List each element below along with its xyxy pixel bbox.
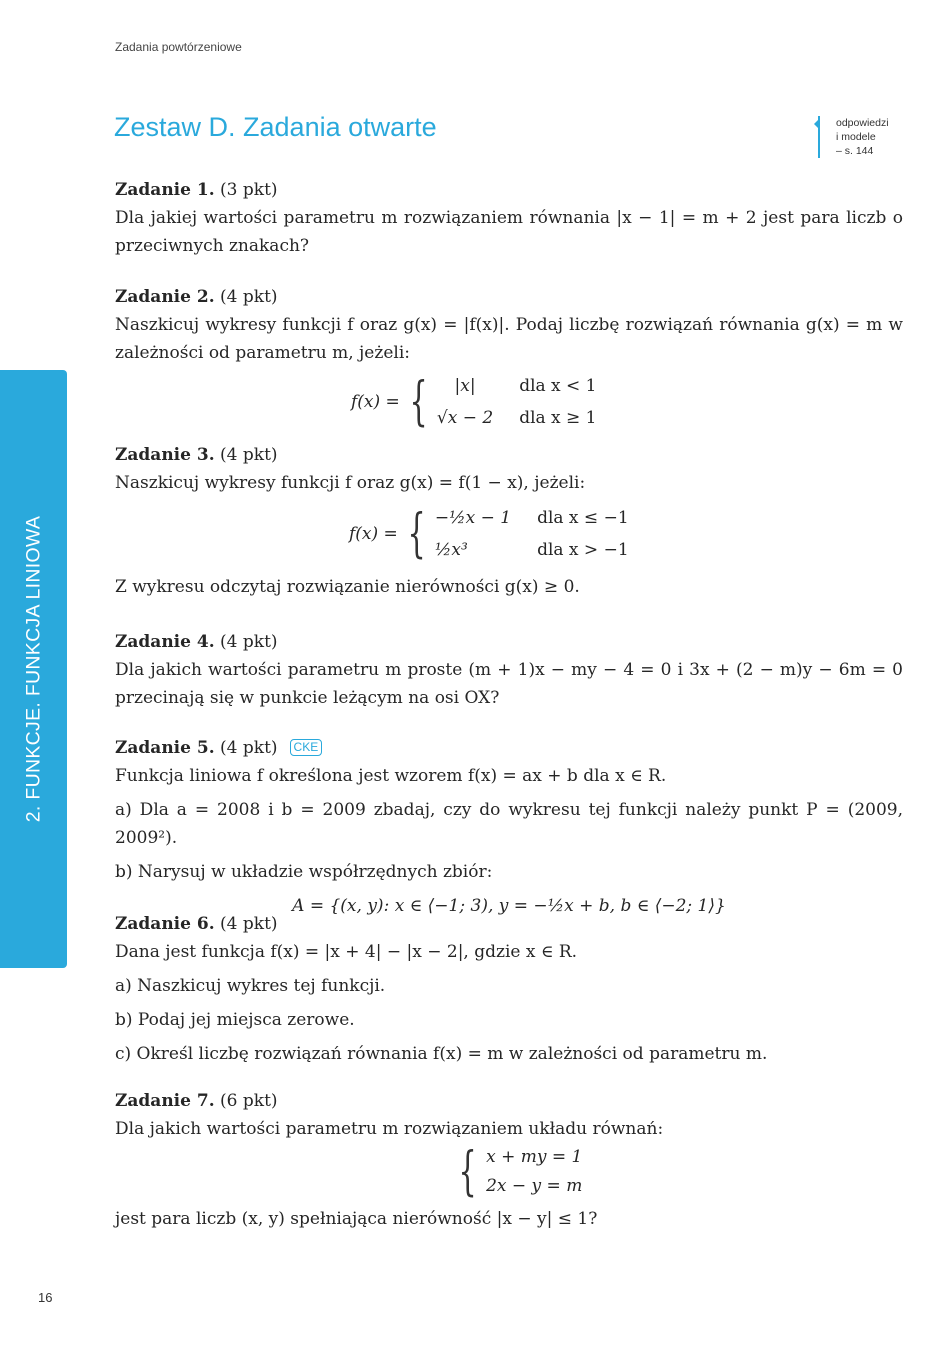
cke-badge: CKE	[290, 739, 323, 756]
piecewise-definition	[351, 371, 903, 433]
system-equation-1: x + my = 1	[486, 1147, 583, 1167]
chapter-tab-label: 2. FUNKCJE. FUNKCJA LINIOWA	[22, 515, 44, 823]
task-text: Naszkicuj wykresy funkcji f oraz g(x) = |f(x)|. Podaj liczbę rozwiązań równania g(x) = m w zależności od parametru m, jeżeli:	[115, 315, 903, 363]
task-4	[115, 628, 903, 712]
task-text: Dana jest funkcja f(x) = |x + 4| − |x − 2|, gdzie x ∈ R.	[115, 942, 578, 962]
task-7	[115, 1087, 903, 1233]
arrow-left-icon	[814, 119, 819, 129]
task-points: (4 pkt)	[220, 287, 278, 307]
subtask-b: b) Podaj jej miejsca zerowe.	[115, 1010, 355, 1030]
function-label: f(x) =	[349, 524, 398, 544]
task-points: (6 pkt)	[220, 1091, 278, 1111]
left-brace-icon: {	[409, 372, 428, 432]
case-cond: dla x > −1	[537, 540, 629, 560]
reference-line-3: – s. 144	[836, 145, 874, 157]
chapter-tab	[0, 370, 67, 968]
page-title: Zestaw D. Zadania otwarte	[114, 112, 437, 142]
task-text: Naszkicuj wykresy funkcji f oraz g(x) = f(1 − x), jeżeli:	[115, 473, 586, 493]
task-text: Dla jakich wartości parametru m proste (m + 1)x − my − 4 = 0 i 3x + (2 − m)y − 6m = 0 przecinają się w punkcie leżącym na osi OX?	[115, 660, 903, 708]
subtask-b: b) Narysuj w układzie współrzędnych zbiór:	[115, 862, 493, 882]
set-definition: A = {(x, y): x ∈ ⟨−1; 3), y = −½x + b, b ∈ ⟨−2; 1⟩}	[292, 896, 726, 916]
subtask-a: a) Naszkicuj wykres tej funkcji.	[115, 976, 386, 996]
task-6	[115, 910, 903, 1068]
equation-system	[449, 1143, 903, 1201]
reference-line-1: odpowiedzi	[836, 117, 889, 129]
task-label: Zadanie 2.	[115, 287, 215, 307]
task-2	[115, 283, 903, 433]
case-expr: ½x³	[434, 540, 468, 560]
page-number: 16	[38, 1290, 53, 1305]
function-label: f(x) =	[351, 392, 400, 412]
task-5	[115, 734, 903, 926]
subtask-c: c) Określ liczbę rozwiązań równania f(x) = m w zależności od parametru m.	[115, 1044, 768, 1064]
task-label: Zadanie 7.	[115, 1091, 215, 1111]
task-points: (4 pkt)	[220, 738, 278, 758]
task-followup: jest para liczb (x, y) spełniająca nierówność |x − y| ≤ 1?	[115, 1209, 598, 1229]
task-points: (4 pkt)	[220, 632, 278, 652]
subtask-a: a) Dla a = 2008 i b = 2009 zbadaj, czy do wykresu tej funkcji należy punkt P = (2009, 2009²).	[115, 800, 903, 848]
case-expr: |x|	[454, 376, 476, 396]
task-label: Zadanie 5.	[115, 738, 215, 758]
task-label: Zadanie 4.	[115, 632, 215, 652]
piecewise-definition	[349, 503, 903, 565]
task-3	[115, 441, 903, 601]
task-text: Dla jakich wartości parametru m rozwiązaniem układu równań:	[115, 1119, 664, 1139]
task-1	[115, 176, 903, 260]
task-followup: Z wykresu odczytaj rozwiązanie nierówności g(x) ≥ 0.	[115, 577, 580, 597]
task-label: Zadanie 1.	[115, 180, 215, 200]
reference-line-2: i modele	[836, 131, 876, 143]
case-cond: dla x ≤ −1	[537, 508, 629, 528]
system-equation-2: 2x − y = m	[486, 1176, 583, 1196]
case-expr: √x − 2	[436, 408, 494, 428]
task-points: (4 pkt)	[220, 914, 278, 934]
task-text: Funkcja liniowa f określona jest wzorem f(x) = ax + b dla x ∈ R.	[115, 766, 667, 786]
task-text: Dla jakiej wartości parametru m rozwiązaniem równania |x − 1| = m + 2 jest para liczb o przeciwnych znakach?	[115, 208, 903, 256]
left-brace-icon: {	[458, 1142, 477, 1202]
left-brace-icon: {	[407, 504, 426, 564]
case-cond: dla x < 1	[519, 376, 597, 396]
case-cond: dla x ≥ 1	[519, 408, 597, 428]
task-points: (3 pkt)	[220, 180, 278, 200]
task-points: (4 pkt)	[220, 445, 278, 465]
running-head: Zadania powtórzeniowe	[115, 40, 242, 54]
task-label: Zadanie 6.	[115, 914, 215, 934]
case-expr: −½x − 1	[434, 508, 512, 528]
task-label: Zadanie 3.	[115, 445, 215, 465]
